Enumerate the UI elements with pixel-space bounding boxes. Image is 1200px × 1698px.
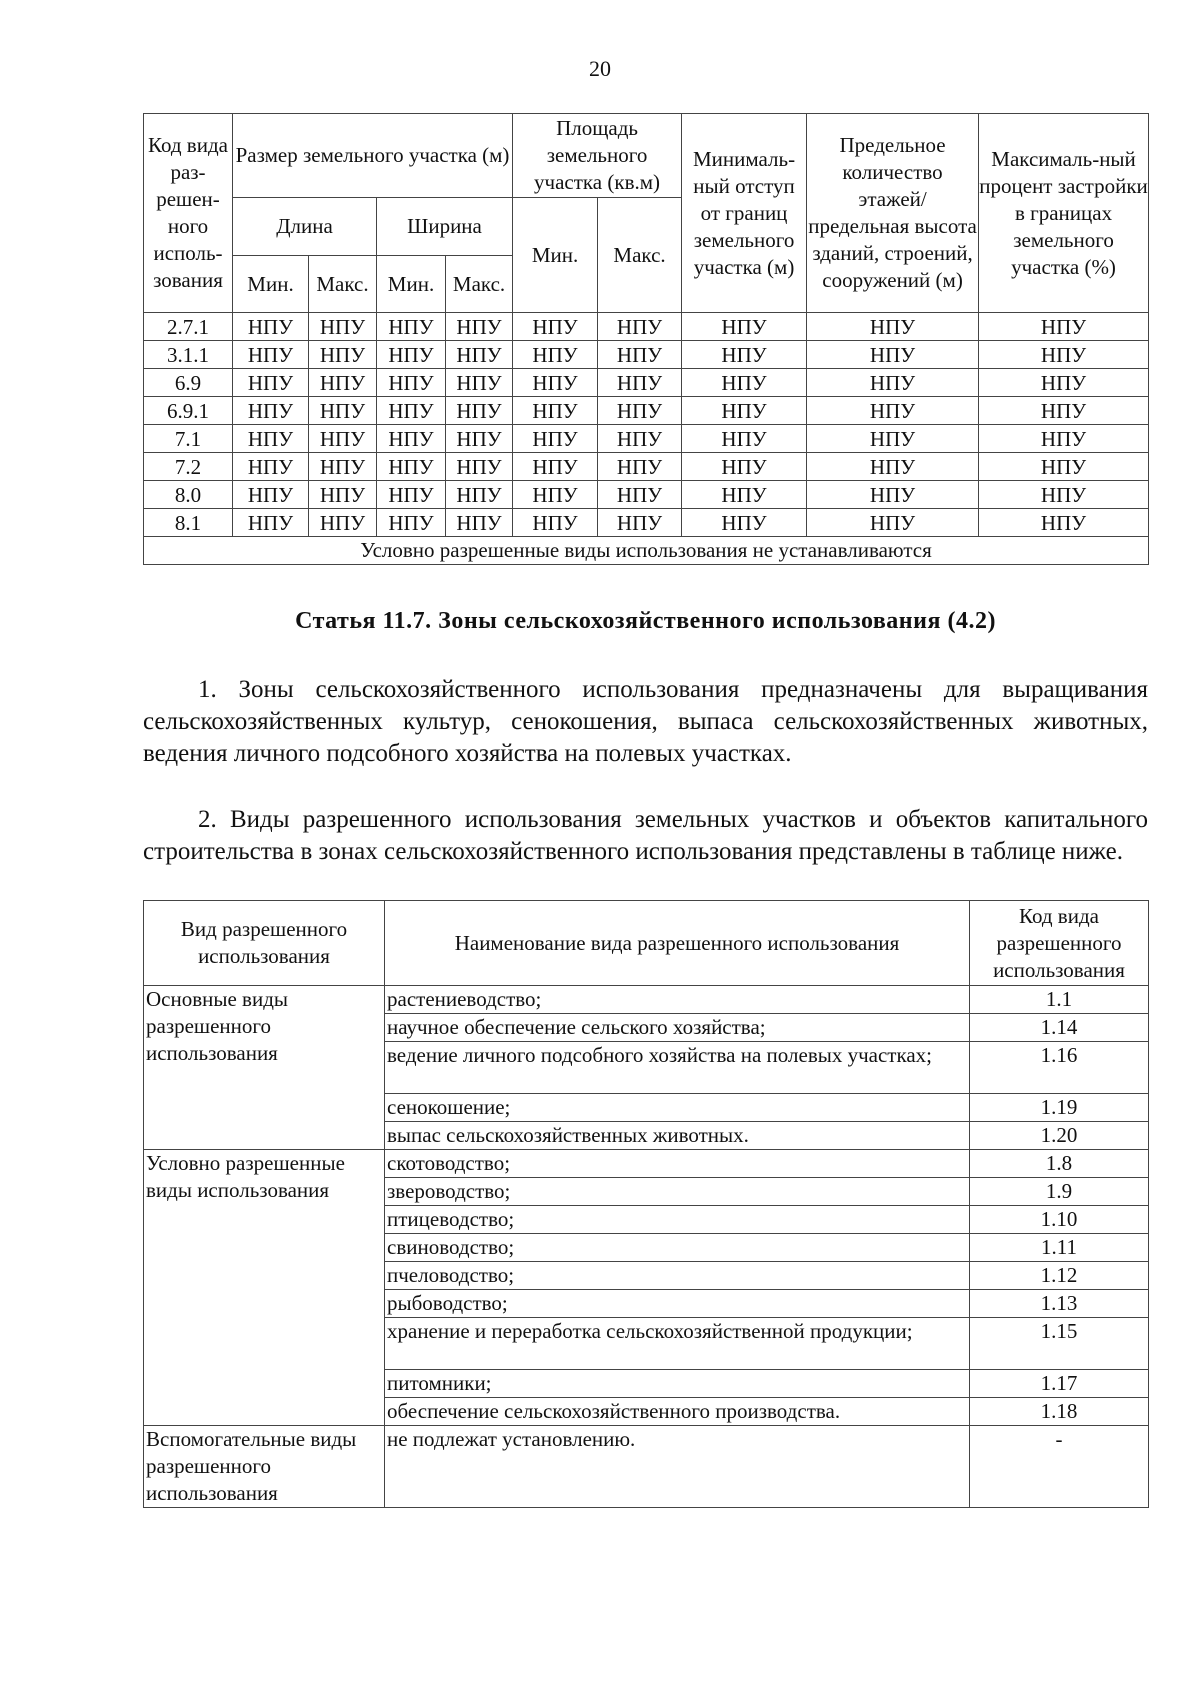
value-cell: НПУ (233, 425, 309, 453)
value-cell: НПУ (807, 425, 979, 453)
value-cell: НПУ (513, 509, 598, 537)
value-cell: НПУ (682, 397, 807, 425)
use-code-cell: - (970, 1426, 1149, 1508)
header-setback: Минималь-ный отступ от границ земельного участка (м) (682, 114, 807, 313)
value-cell: НПУ (979, 453, 1149, 481)
table-row (144, 453, 1149, 481)
value-cell: НПУ (513, 453, 598, 481)
table-row (144, 369, 1149, 397)
use-code-cell: 1.20 (970, 1122, 1149, 1150)
value-cell: НПУ (233, 313, 309, 341)
value-cell: НПУ (979, 481, 1149, 509)
header-width-max: Макс. (446, 256, 513, 313)
use-code-cell: 6.9 (144, 369, 233, 397)
header-area-max: Макс. (598, 198, 682, 313)
value-cell: НПУ (513, 425, 598, 453)
value-cell: НПУ (309, 369, 377, 397)
value-cell: НПУ (979, 509, 1149, 537)
use-code-cell: 1.18 (970, 1398, 1149, 1426)
use-group-label: Основные виды разрешенного использования (144, 986, 385, 1150)
value-cell: НПУ (979, 397, 1149, 425)
value-cell: НПУ (233, 453, 309, 481)
table-row (144, 509, 1149, 537)
value-cell: НПУ (233, 481, 309, 509)
value-cell: НПУ (309, 397, 377, 425)
paragraph-1: 1. Зоны сельскохозяйственного использования предназначены для выращивания сельскохозяйственных культур, сенокошения, выпаса сельскохозяйственных животных, ведения личного подсобного хозяйства на полевых участках. (143, 676, 1148, 767)
value-cell: НПУ (682, 341, 807, 369)
value-cell: НПУ (377, 313, 446, 341)
header-length-min: Мин. (233, 256, 309, 313)
article-heading: Статья 11.7. Зоны сельскохозяйственного использования (4.2) (295, 608, 996, 634)
value-cell: НПУ (807, 341, 979, 369)
value-cell: НПУ (598, 453, 682, 481)
use-name-cell: звероводство; (385, 1178, 970, 1206)
value-cell: НПУ (309, 509, 377, 537)
value-cell: НПУ (446, 481, 513, 509)
use-name-cell: хранение и переработка сельскохозяйственной продукции; (385, 1318, 970, 1370)
value-cell: НПУ (598, 369, 682, 397)
table-row (144, 313, 1149, 341)
use-name-cell: свиноводство; (385, 1234, 970, 1262)
use-code-cell: 1.10 (970, 1206, 1149, 1234)
header-code: Код вида раз-решен-ного исполь-зования (144, 114, 233, 313)
value-cell: НПУ (309, 481, 377, 509)
use-name-cell: выпас сельскохозяйственных животных. (385, 1122, 970, 1150)
value-cell: НПУ (682, 313, 807, 341)
table-row (144, 1150, 1149, 1178)
header-area-min: Мин. (513, 198, 598, 313)
value-cell: НПУ (377, 509, 446, 537)
header-use-code: Код вида разрешенного использования (970, 901, 1149, 986)
value-cell: НПУ (446, 425, 513, 453)
value-cell: НПУ (309, 313, 377, 341)
header-use-name: Наименование вида разрешенного использования (385, 901, 970, 986)
value-cell: НПУ (979, 425, 1149, 453)
table-note: Условно разрешенные виды использования не устанавливаются (144, 537, 1149, 565)
value-cell: НПУ (513, 341, 598, 369)
use-code-cell: 1.12 (970, 1262, 1149, 1290)
use-group-label: Вспомогательные виды разрешенного использования (144, 1426, 385, 1508)
value-cell: НПУ (807, 369, 979, 397)
use-name-cell: скотоводство; (385, 1150, 970, 1178)
value-cell: НПУ (979, 313, 1149, 341)
use-code-cell: 7.2 (144, 453, 233, 481)
value-cell: НПУ (513, 313, 598, 341)
value-cell: НПУ (377, 481, 446, 509)
value-cell: НПУ (598, 313, 682, 341)
value-cell: НПУ (446, 453, 513, 481)
use-code-cell: 1.11 (970, 1234, 1149, 1262)
value-cell: НПУ (233, 397, 309, 425)
value-cell: НПУ (682, 425, 807, 453)
value-cell: НПУ (598, 341, 682, 369)
value-cell: НПУ (309, 425, 377, 453)
use-name-cell: не подлежат установлению. (385, 1426, 970, 1508)
header-length: Длина (233, 198, 377, 256)
value-cell: НПУ (513, 369, 598, 397)
value-cell: НПУ (309, 341, 377, 369)
header-width: Ширина (377, 198, 513, 256)
value-cell: НПУ (513, 397, 598, 425)
use-name-cell: научное обеспечение сельского хозяйства; (385, 1014, 970, 1042)
value-cell: НПУ (309, 453, 377, 481)
use-code-cell: 1.15 (970, 1318, 1149, 1370)
header-plot-area: Площадь земельного участка (кв.м) (513, 114, 682, 198)
table-row (144, 986, 1149, 1014)
value-cell: НПУ (377, 369, 446, 397)
use-code-cell: 1.19 (970, 1094, 1149, 1122)
value-cell: НПУ (807, 397, 979, 425)
value-cell: НПУ (682, 509, 807, 537)
table-row (144, 481, 1149, 509)
use-code-cell: 1.8 (970, 1150, 1149, 1178)
use-code-cell: 1.9 (970, 1178, 1149, 1206)
value-cell: НПУ (807, 453, 979, 481)
table-row (144, 341, 1149, 369)
header-use-type: Вид разрешенного использования (144, 901, 385, 986)
use-name-cell: птицеводство; (385, 1206, 970, 1234)
table-row (144, 397, 1149, 425)
use-code-cell: 8.1 (144, 509, 233, 537)
value-cell: НПУ (233, 509, 309, 537)
use-code-cell: 1.17 (970, 1370, 1149, 1398)
use-code-cell: 1.13 (970, 1290, 1149, 1318)
value-cell: НПУ (446, 509, 513, 537)
use-code-cell: 1.1 (970, 986, 1149, 1014)
value-cell: НПУ (682, 453, 807, 481)
value-cell: НПУ (807, 509, 979, 537)
value-cell: НПУ (598, 481, 682, 509)
value-cell: НПУ (807, 481, 979, 509)
use-name-cell: обеспечение сельскохозяйственного производства. (385, 1398, 970, 1426)
value-cell: НПУ (513, 481, 598, 509)
value-cell: НПУ (377, 453, 446, 481)
use-name-cell: сенокошение; (385, 1094, 970, 1122)
paragraph-2: 2. Виды разрешенного использования земельных участков и объектов капитального строительства в зонах сельскохозяйственного использования представлены в таблице ниже. (143, 806, 1148, 865)
use-code-cell: 1.16 (970, 1042, 1149, 1094)
value-cell: НПУ (598, 425, 682, 453)
value-cell: НПУ (446, 341, 513, 369)
header-length-max: Макс. (309, 256, 377, 313)
permitted-uses-table (143, 900, 1149, 1508)
value-cell: НПУ (233, 369, 309, 397)
value-cell: НПУ (807, 313, 979, 341)
building-parameters-table (143, 113, 1149, 565)
value-cell: НПУ (979, 341, 1149, 369)
use-name-cell: ведение личного подсобного хозяйства на полевых участках; (385, 1042, 970, 1094)
value-cell: НПУ (446, 369, 513, 397)
header-floors: Предельное количество этажей/ предельная высота зданий, строений, сооружений (м) (807, 114, 979, 313)
use-name-cell: пчеловодство; (385, 1262, 970, 1290)
header-plot-size: Размер земельного участка (м) (233, 114, 513, 198)
use-code-cell: 7.1 (144, 425, 233, 453)
use-code-cell: 2.7.1 (144, 313, 233, 341)
table-row (144, 1426, 1149, 1508)
use-code-cell: 8.0 (144, 481, 233, 509)
value-cell: НПУ (446, 397, 513, 425)
use-code-cell: 6.9.1 (144, 397, 233, 425)
use-group-label: Условно разрешенные виды использования (144, 1150, 385, 1426)
value-cell: НПУ (979, 369, 1149, 397)
value-cell: НПУ (598, 397, 682, 425)
value-cell: НПУ (233, 341, 309, 369)
value-cell: НПУ (377, 397, 446, 425)
value-cell: НПУ (377, 341, 446, 369)
use-code-cell: 3.1.1 (144, 341, 233, 369)
use-code-cell: 1.14 (970, 1014, 1149, 1042)
use-name-cell: рыбоводство; (385, 1290, 970, 1318)
header-width-min: Мин. (377, 256, 446, 313)
value-cell: НПУ (377, 425, 446, 453)
table-row (144, 425, 1149, 453)
use-name-cell: растениеводство; (385, 986, 970, 1014)
value-cell: НПУ (446, 313, 513, 341)
header-build-percent: Максималь-ный процент застройки в границах земельного участка (%) (979, 114, 1149, 313)
value-cell: НПУ (598, 509, 682, 537)
page-number: 20 (589, 56, 611, 81)
value-cell: НПУ (682, 369, 807, 397)
value-cell: НПУ (682, 481, 807, 509)
use-name-cell: питомники; (385, 1370, 970, 1398)
